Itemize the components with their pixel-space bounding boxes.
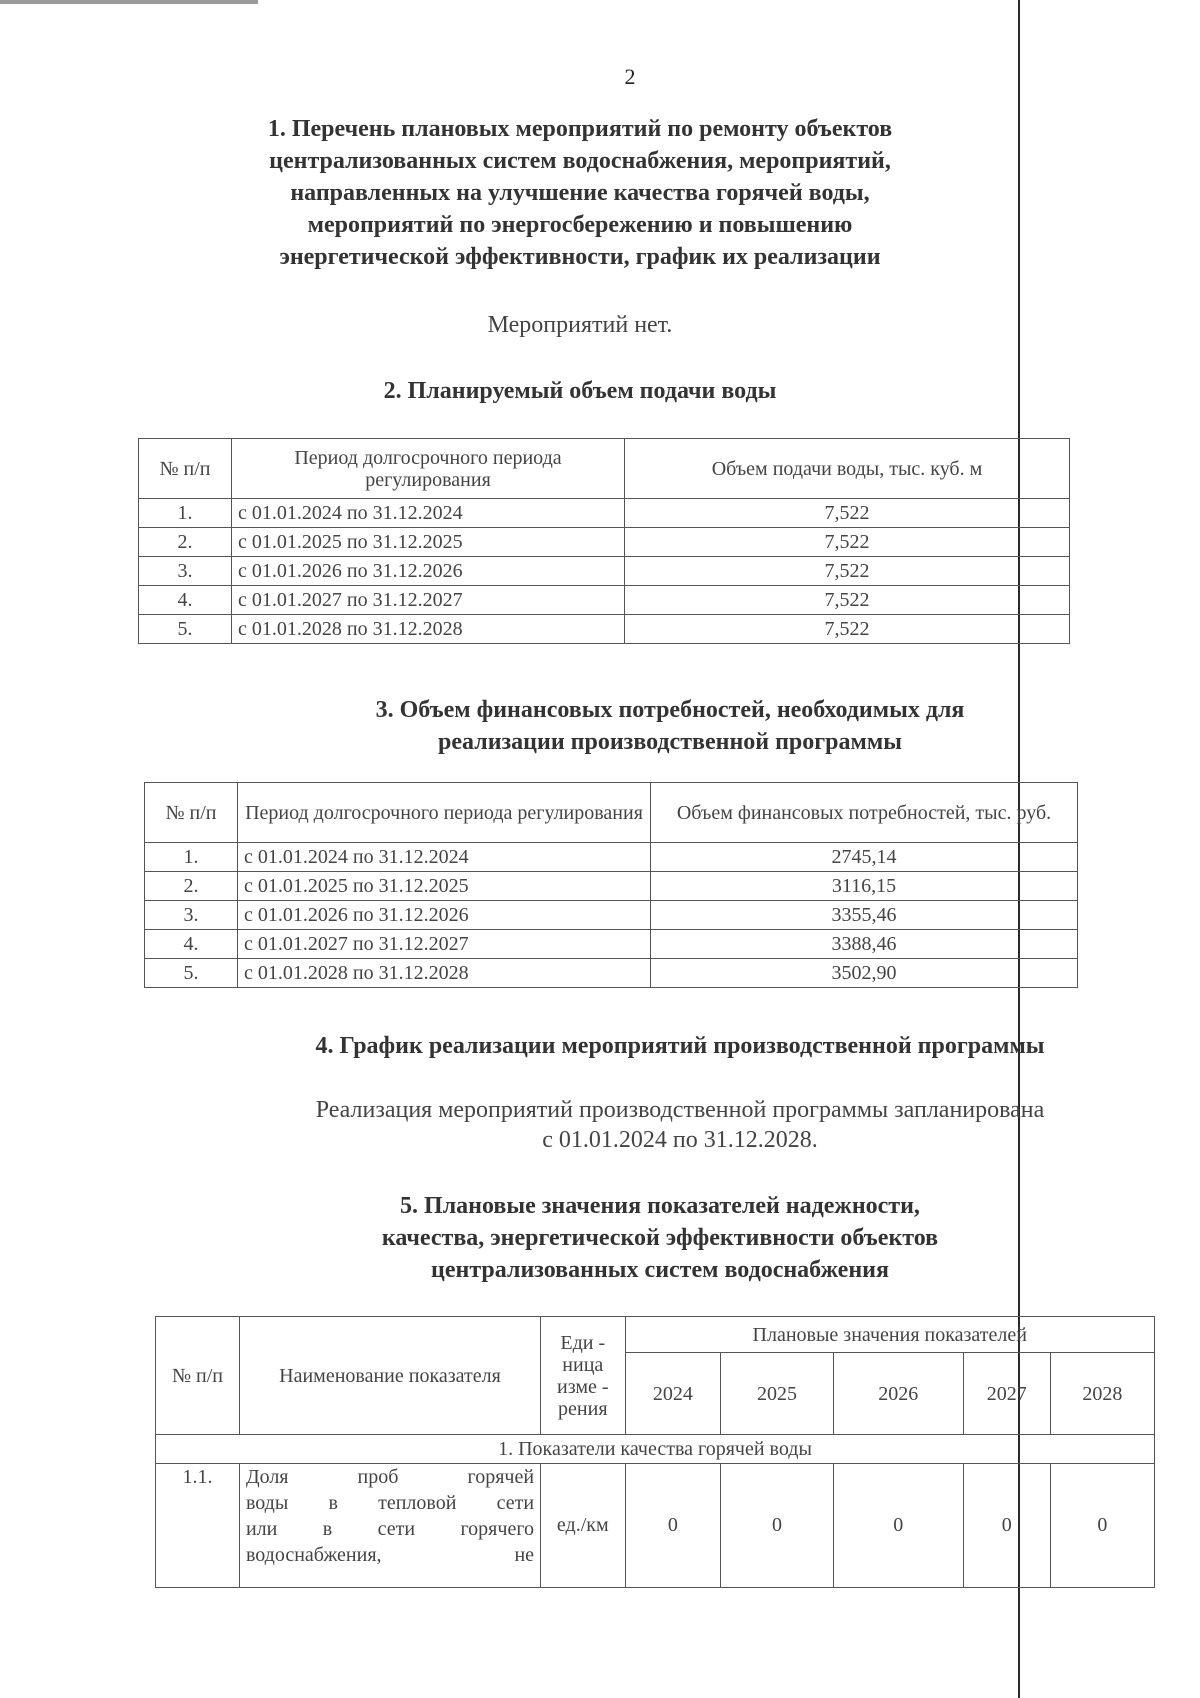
scan-edge-mark (0, 0, 258, 4)
section4-text (200, 1095, 1160, 1155)
page-number: 2 (624, 64, 636, 89)
indicator-name-line: воды в тепловой сети (245, 1492, 535, 1514)
row-num: 1. (139, 499, 232, 528)
row-num: 4. (139, 586, 232, 615)
row-period: с 01.01.2027 по 31.12.2027 (238, 930, 651, 959)
header-period: Период долгосрочного периода регулирования (238, 783, 651, 843)
table-row (145, 901, 1078, 930)
table-header-row (139, 439, 1070, 499)
row-num: 4. (145, 930, 238, 959)
table-row (145, 872, 1078, 901)
header-indicator-name: Наименование показателя (239, 1317, 540, 1435)
section5-heading-line: централизованных систем водоснабжения (431, 1257, 889, 1283)
row-period: с 01.01.2026 по 31.12.2026 (232, 557, 625, 586)
table-header-row (156, 1317, 1155, 1353)
row-period: с 01.01.2025 по 31.12.2025 (238, 872, 651, 901)
row-value-2024: 0 (625, 1464, 721, 1588)
row-num: 3. (145, 901, 238, 930)
financial-needs-table (144, 782, 1078, 988)
section5-heading-line: 5. Плановые значения показателей надежности, (400, 1193, 920, 1219)
row-num: 5. (145, 959, 238, 988)
section1-text: Мероприятий нет. (487, 312, 673, 338)
header-unit: Еди - ница изме - рения (541, 1317, 626, 1435)
row-value: 2745,14 (651, 843, 1078, 872)
indicator-name-line: Доля проб горячей (245, 1466, 535, 1488)
row-value-2027: 0 (963, 1464, 1050, 1588)
row-value: 7,522 (625, 528, 1070, 557)
header-plan-values: Плановые значения показателей (625, 1317, 1154, 1353)
table-row (139, 499, 1070, 528)
row-value-2028: 0 (1050, 1464, 1154, 1588)
section5-heading (260, 1190, 1060, 1286)
header-volume: Объем подачи воды, тыс. куб. м (625, 439, 1070, 499)
table-row (139, 528, 1070, 557)
table-header-row (145, 783, 1078, 843)
row-value: 7,522 (625, 499, 1070, 528)
row-value: 3388,46 (651, 930, 1078, 959)
table-row (139, 615, 1070, 644)
row-value-2026: 0 (833, 1464, 963, 1588)
row-period: с 01.01.2024 по 31.12.2024 (238, 843, 651, 872)
row-value: 3116,15 (651, 872, 1078, 901)
row-num: 2. (145, 872, 238, 901)
section1-heading-line: мероприятий по энергосбережению и повышению (307, 212, 853, 238)
table-row (145, 930, 1078, 959)
row-num: 1.1. (156, 1464, 240, 1588)
section1-heading-line: направленных на улучшение качества горячей воды, (290, 180, 870, 206)
header-finance: Объем финансовых потребностей, тыс. руб. (651, 783, 1078, 843)
header-year: 2027 (963, 1353, 1050, 1435)
section3-heading (250, 694, 1090, 758)
section1-heading (160, 113, 1000, 273)
row-num: 3. (139, 557, 232, 586)
row-value: 7,522 (625, 586, 1070, 615)
section4-text-line: с 01.01.2024 по 31.12.2028. (542, 1127, 818, 1153)
row-value-2025: 0 (721, 1464, 834, 1588)
group-label: 1. Показатели качества горячей воды (156, 1435, 1155, 1464)
indicator-name-line: водоснабжения, не (245, 1544, 535, 1566)
header-year: 2024 (625, 1353, 721, 1435)
section2-heading: 2. Планируемый объем подачи воды (383, 378, 777, 404)
row-value: 3355,46 (651, 901, 1078, 930)
row-period: с 01.01.2028 по 31.12.2028 (232, 615, 625, 644)
section1-heading-line: централизованных систем водоснабжения, мероприятий, (269, 148, 891, 174)
section1-heading-line: энергетической эффективности, график их реализации (279, 244, 881, 270)
section1-heading-line: 1. Перечень плановых мероприятий по ремонту объектов (267, 116, 893, 142)
header-year: 2025 (721, 1353, 834, 1435)
section5-heading-line: качества, энергетической эффективности объектов (381, 1225, 939, 1251)
header-year: 2028 (1050, 1353, 1154, 1435)
header-num: № п/п (139, 439, 232, 499)
table-row (145, 959, 1078, 988)
table-row (145, 843, 1078, 872)
row-value: 7,522 (625, 557, 1070, 586)
group-row (156, 1435, 1155, 1464)
row-value: 3502,90 (651, 959, 1078, 988)
table-row (139, 557, 1070, 586)
table-row (139, 586, 1070, 615)
header-year: 2026 (833, 1353, 963, 1435)
row-period: с 01.01.2028 по 31.12.2028 (238, 959, 651, 988)
section4-text-line: Реализация мероприятий производственной программы запланирована (315, 1097, 1045, 1123)
row-num: 1. (145, 843, 238, 872)
row-indicator-name (239, 1464, 540, 1588)
row-period: с 01.01.2024 по 31.12.2024 (232, 499, 625, 528)
table-row (156, 1464, 1155, 1588)
header-num: № п/п (145, 783, 238, 843)
section3-heading-line: 3. Объем финансовых потребностей, необходимых для (375, 697, 965, 723)
header-period: Период долгосрочного периода регулирования (232, 439, 625, 499)
supply-volume-table (138, 438, 1070, 644)
indicators-table (155, 1316, 1155, 1588)
row-period: с 01.01.2027 по 31.12.2027 (232, 586, 625, 615)
row-period: с 01.01.2025 по 31.12.2025 (232, 528, 625, 557)
row-value: 7,522 (625, 615, 1070, 644)
row-period: с 01.01.2026 по 31.12.2026 (238, 901, 651, 930)
row-num: 2. (139, 528, 232, 557)
section3-heading-line: реализации производственной программы (438, 729, 902, 755)
row-num: 5. (139, 615, 232, 644)
row-unit: ед./км (541, 1464, 626, 1588)
indicator-name-line: или в сети горячего (245, 1518, 535, 1540)
header-num: № п/п (156, 1317, 240, 1435)
section4-heading: 4. График реализации мероприятий производственной программы (315, 1033, 1045, 1059)
